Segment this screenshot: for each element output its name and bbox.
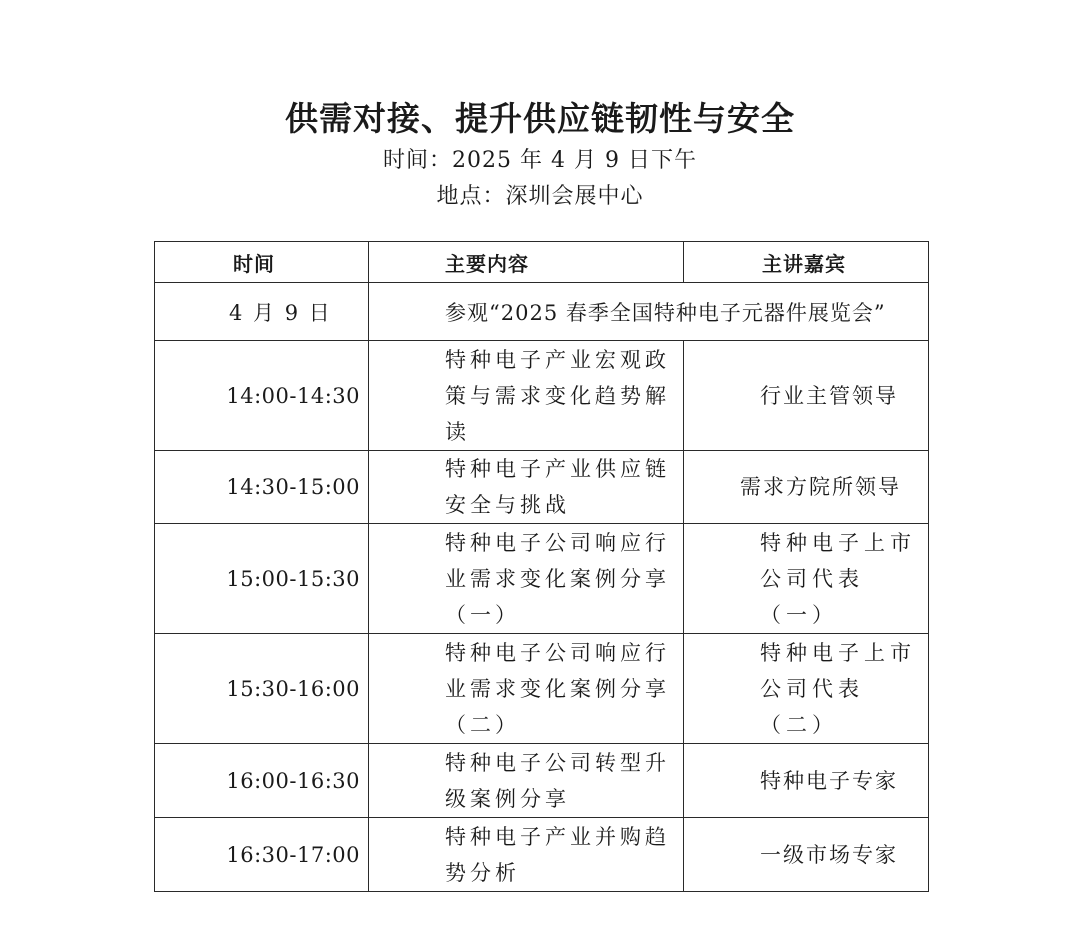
session-speaker-line: 公司代表（二）: [760, 676, 864, 737]
session-speaker: [684, 341, 929, 451]
session-speaker-line: 特种电子上市: [760, 640, 916, 665]
session-topic-line: 策与需求变化趋势解: [445, 383, 670, 408]
session-time: 14:00-14:30: [155, 341, 369, 451]
session-topic-line: 特种电子产业并购趋: [445, 824, 670, 849]
table-row: [155, 341, 929, 451]
session-speaker-line: 特种电子上市: [760, 530, 916, 555]
event-location: 地点：深圳会展中心: [436, 184, 644, 209]
column-header-content: 主要内容: [369, 242, 684, 283]
visit-activity: 参观“2025 春季全国特种电子元器件展览会”: [369, 283, 929, 341]
session-speaker: [684, 451, 929, 524]
session-topic-line: 级案例分享: [445, 786, 570, 811]
session-speaker-line: 一级市场专家: [760, 842, 898, 867]
session-time: 16:00-16:30: [155, 744, 369, 818]
visit-row: [155, 283, 929, 341]
session-topic-line: 特种电子公司响应行: [445, 530, 670, 555]
session-topic-line: 安全与挑战: [445, 493, 570, 517]
session-topic: [369, 744, 684, 818]
session-topic-line: 业需求变化案例分享: [445, 676, 670, 701]
session-speaker: [684, 744, 929, 818]
session-time: 14:30-15:00: [155, 451, 369, 524]
session-speaker-line: 特种电子专家: [760, 768, 898, 793]
session-topic-line: （一）: [445, 602, 520, 627]
session-time: 15:00-15:30: [155, 524, 369, 634]
session-time: 16:30-17:00: [155, 818, 369, 892]
event-time: 时间：2025 年 4 月 9 日下午: [383, 148, 697, 173]
session-topic: [369, 818, 684, 892]
table-row: [155, 524, 929, 634]
session-topic-line: 业需求变化案例分享: [445, 566, 670, 591]
table-header-row: [155, 242, 929, 283]
table-row: [155, 451, 929, 524]
session-topic-line: 特种电子产业供应链: [445, 457, 670, 481]
session-topic: [369, 634, 684, 744]
session-topic-line: 读: [445, 419, 470, 444]
session-topic-line: 特种电子公司响应行: [445, 640, 670, 665]
session-topic-line: （二）: [445, 712, 520, 737]
session-topic-line: 特种电子公司转型升: [445, 750, 670, 775]
session-speaker-line: 需求方院所领导: [740, 475, 901, 499]
session-topic: [369, 524, 684, 634]
session-topic-line: 特种电子产业宏观政: [445, 347, 670, 372]
column-header-time: 时间: [155, 242, 369, 283]
column-header-speaker: 主讲嘉宾: [684, 242, 929, 283]
session-speaker-line: 公司代表（一）: [760, 566, 864, 627]
session-topic: [369, 451, 684, 524]
session-topic: [369, 341, 684, 451]
table-row: [155, 634, 929, 744]
page-title: 供需对接、提升供应链韧性与安全: [285, 99, 795, 138]
session-speaker: [684, 634, 929, 744]
session-speaker-line: 行业主管领导: [760, 383, 898, 408]
table-row: [155, 744, 929, 818]
schedule-table: [154, 241, 929, 892]
session-speaker: [684, 818, 929, 892]
table-row: [155, 818, 929, 892]
visit-date: 4 月 9 日: [155, 283, 369, 341]
session-topic-line: 势分析: [445, 860, 520, 885]
session-speaker: [684, 524, 929, 634]
session-time: 15:30-16:00: [155, 634, 369, 744]
